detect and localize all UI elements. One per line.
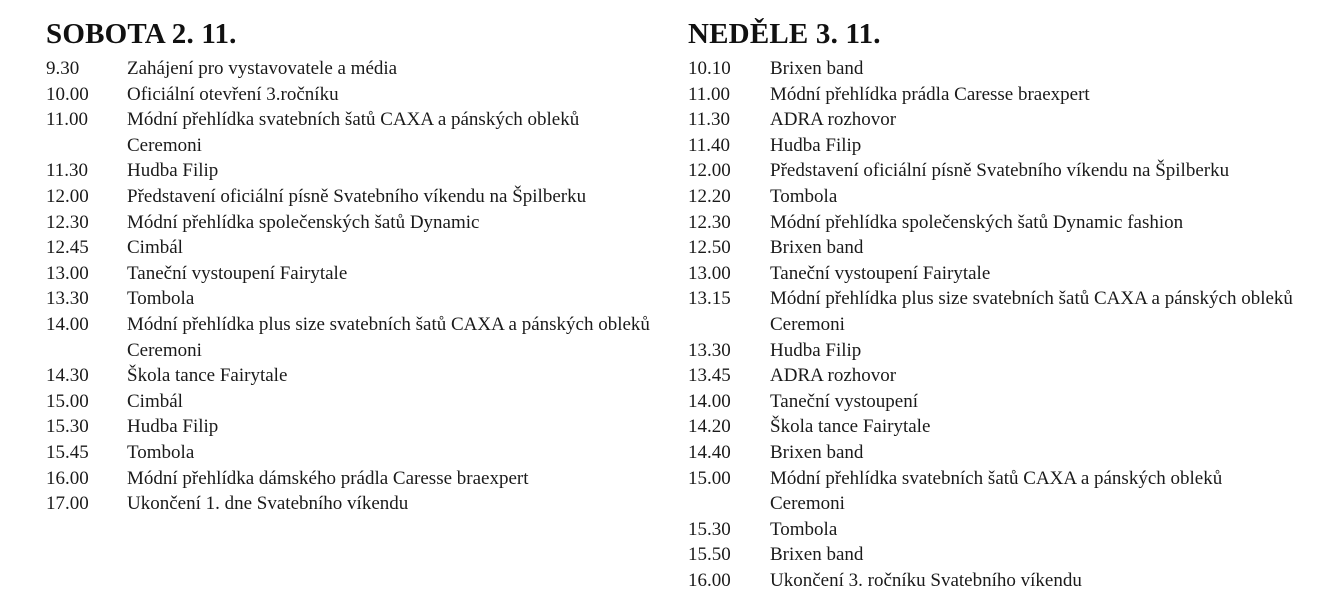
day-title-saturday: SOBOTA 2. 11.: [46, 18, 237, 50]
entry-time: 12.30: [46, 211, 89, 233]
entry-event: Módní přehlídka společenských šatů Dynamic fashion: [770, 211, 1184, 233]
schedule-entry: [688, 440, 1308, 466]
entry-event: Módní přehlídka prádla Caresse braexpert: [770, 83, 1090, 105]
entry-event: Tombola: [770, 518, 838, 540]
schedule-entry: [688, 56, 1308, 82]
entry-time: 15.45: [46, 441, 89, 463]
entry-time: 10.10: [688, 58, 731, 79]
entry-event: ADRA rozhovor: [770, 365, 897, 387]
entry-event: Oficiální otevření 3.ročníku: [127, 83, 339, 105]
entry-time: 12.00: [688, 160, 731, 182]
schedule-entry: [688, 338, 1308, 364]
schedule-entry: [688, 286, 1308, 337]
entry-time: 13.45: [688, 365, 731, 387]
entry-event: Hudba Filip: [770, 134, 862, 156]
entry-event: Brixen band: [770, 58, 864, 79]
schedule-entry: [46, 389, 656, 415]
schedule-entry: [688, 82, 1308, 108]
entry-time: 13.30: [688, 339, 731, 361]
entry-time: 9.30: [46, 58, 80, 79]
entry-time: 12.20: [688, 185, 731, 207]
schedule-entry: [688, 107, 1308, 133]
entry-event: Hudba Filip: [127, 160, 219, 182]
schedule-entry: [688, 133, 1308, 159]
entry-time: 11.30: [688, 109, 731, 131]
entry-time: 15.00: [46, 390, 89, 412]
entry-event: Ukončení 3. ročníku Svatebního víkendu: [770, 569, 1082, 591]
schedule-entry: [46, 414, 656, 440]
entry-event: Tombola: [127, 441, 195, 463]
entry-event: Módní přehlídka dámského prádla Caresse braexpert: [127, 467, 529, 489]
entry-event: Škola tance Fairytale: [770, 416, 931, 438]
entry-event: Ukončení 1. dne Svatebního víkendu: [127, 493, 409, 515]
schedule-entry: [688, 517, 1308, 543]
schedule-list-sunday: [688, 56, 1308, 593]
entry-event: Hudba Filip: [127, 416, 219, 438]
schedule-entry: [46, 466, 656, 492]
entry-event: Tombola: [127, 288, 195, 310]
entry-event: Zahájení pro vystavovatele a média: [127, 58, 398, 79]
entry-time: 15.30: [688, 518, 731, 540]
entry-event: Taneční vystoupení Fairytale: [127, 262, 348, 284]
schedule-entry: [46, 158, 656, 184]
schedule-entry: [46, 261, 656, 287]
entry-event: Brixen band: [770, 544, 864, 566]
entry-event: Hudba Filip: [770, 339, 862, 361]
schedule-entry: [46, 235, 656, 261]
entry-event: Cimbál: [127, 390, 183, 412]
schedule-entry: [688, 568, 1308, 594]
schedule-entry: [46, 82, 656, 108]
entry-time: 12.30: [688, 211, 731, 233]
entry-event: Taneční vystoupení: [770, 390, 918, 412]
saturday-schedule: [46, 14, 656, 517]
entry-time: 11.40: [688, 134, 731, 156]
schedule-entry: [688, 210, 1308, 236]
entry-event: Představení oficiální písně Svatebního víkendu na Špilberku: [127, 185, 587, 207]
entry-event: Módní přehlídka svatebních šatů CAXA a pánských obleků Ceremoni: [770, 467, 1223, 515]
schedule-entry: [688, 542, 1308, 568]
entry-time: 15.30: [46, 416, 89, 438]
entry-time: 15.00: [688, 467, 731, 489]
entry-event: Představení oficiální písně Svatebního víkendu na Špilberku: [770, 160, 1230, 182]
schedule-list-saturday: [46, 56, 656, 517]
entry-time: 14.20: [688, 416, 731, 438]
entry-event: Brixen band: [770, 237, 864, 259]
schedule-entry: [46, 56, 656, 82]
entry-time: 17.00: [46, 493, 89, 515]
entry-time: 11.00: [46, 109, 89, 131]
schedule-entry: [46, 184, 656, 210]
entry-event: Škola tance Fairytale: [127, 365, 288, 387]
sunday-schedule: [688, 14, 1308, 593]
schedule-entry: [46, 107, 656, 158]
schedule-entry: [46, 210, 656, 236]
entry-time: 14.40: [688, 441, 731, 463]
entry-event: Brixen band: [770, 441, 864, 463]
entry-event: Tombola: [770, 185, 838, 207]
entry-event: Módní přehlídka svatebních šatů CAXA a pánských obleků Ceremoni: [127, 109, 580, 156]
schedule-entry: [46, 312, 656, 363]
entry-time: 10.00: [46, 83, 89, 105]
entry-event: Módní přehlídka plus size svatebních šatů CAXA a pánských obleků Ceremoni: [770, 288, 1293, 335]
entry-time: 16.00: [46, 467, 89, 489]
schedule-entry: [46, 440, 656, 466]
entry-time: 16.00: [688, 569, 731, 591]
schedule-entry: [688, 158, 1308, 184]
entry-time: 14.30: [46, 365, 89, 387]
entry-time: 11.30: [46, 160, 89, 182]
schedule-entry: [688, 363, 1308, 389]
schedule-entry: [688, 184, 1308, 210]
entry-time: 12.45: [46, 237, 89, 259]
schedule-entry: [46, 363, 656, 389]
entry-time: 13.00: [688, 262, 731, 284]
schedule-entry: [688, 235, 1308, 261]
entry-time: 14.00: [688, 390, 731, 412]
entry-event: Módní přehlídka společenských šatů Dynamic: [127, 211, 480, 233]
entry-time: 13.15: [688, 288, 731, 310]
entry-time: 13.30: [46, 288, 89, 310]
schedule-entry: [688, 466, 1308, 517]
entry-time: 14.00: [46, 313, 89, 335]
entry-event: Taneční vystoupení Fairytale: [770, 262, 991, 284]
schedule-entry: [688, 414, 1308, 440]
schedule-entry: [688, 389, 1308, 415]
entry-event: Módní přehlídka plus size svatebních šatů CAXA a pánských obleků Ceremoni: [127, 313, 650, 361]
schedule-entry: [46, 491, 656, 517]
day-title-sunday: NEDĚLE 3. 11.: [688, 18, 881, 50]
entry-time: 11.00: [688, 83, 731, 105]
entry-time: 12.50: [688, 237, 731, 259]
entry-time: 13.00: [46, 262, 89, 284]
entry-event: ADRA rozhovor: [770, 109, 897, 131]
schedule-entry: [688, 261, 1308, 287]
entry-time: 15.50: [688, 544, 731, 566]
entry-event: Cimbál: [127, 237, 183, 259]
schedule-entry: [46, 286, 656, 312]
entry-time: 12.00: [46, 185, 89, 207]
